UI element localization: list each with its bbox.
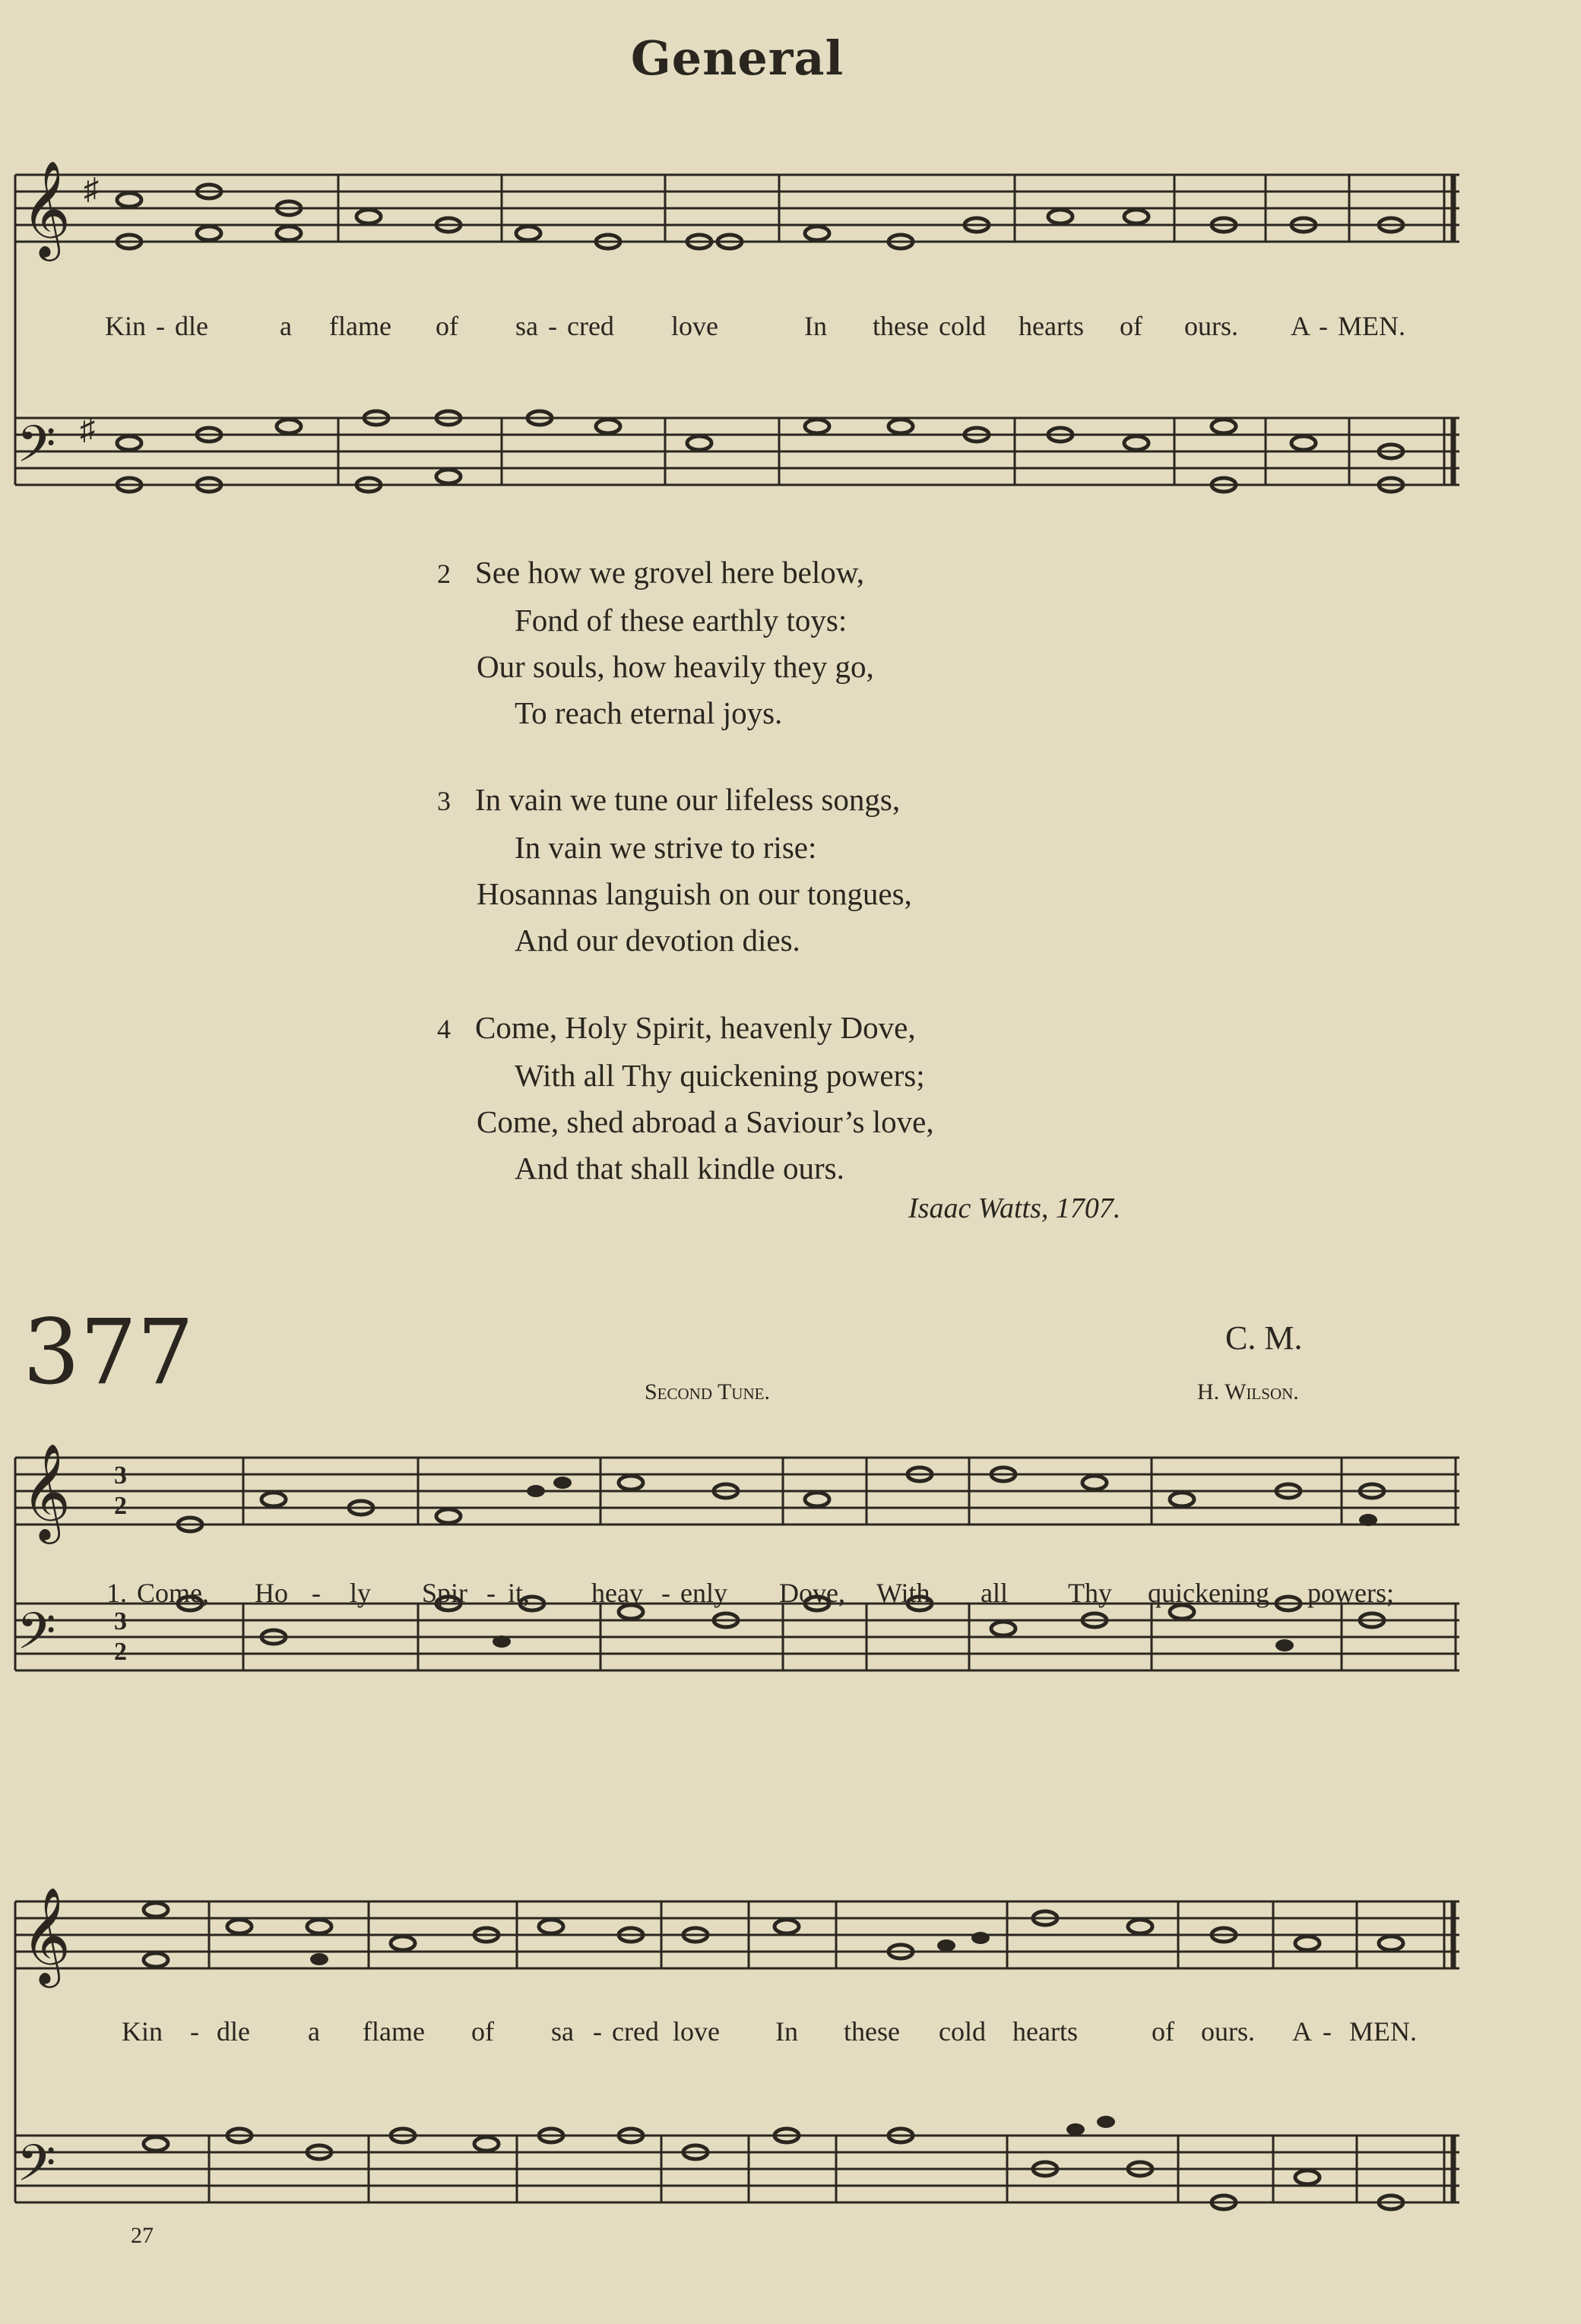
tune-label: Second Tune. — [645, 1379, 770, 1404]
verse-3: 3 In vain we tune our lifeless songs, In vain we strive to rise: Hosannas languish on our tongues, And our devotion dies. — [437, 782, 912, 958]
time-signature-numerator: 3 — [114, 1461, 127, 1490]
bass-clef-icon: 𝄢 — [17, 415, 56, 486]
verse-4: 4 Come, Holy Spirit, heavenly Dove, With all Thy quickening powers; Come, shed abroad a Saviour’s love, And that shall kindle ours. — [437, 1010, 934, 1186]
treble-clef-icon: 𝄞 — [21, 160, 71, 257]
time-signature-denominator: 2 — [114, 1492, 127, 1520]
bass-clef-icon: 𝄢 — [17, 2134, 56, 2205]
page-number: 27 — [131, 2223, 154, 2248]
upper-bass-staff — [15, 418, 1459, 485]
page-header-title: General — [630, 30, 844, 86]
key-signature-sharp-icon: ♯ — [84, 172, 99, 206]
verse-2: 2 See how we grovel here below, Fond of these earthly toys: Our souls, how heavily they go, To reach eternal joys. — [437, 555, 874, 730]
treble-clef-icon: 𝄞 — [21, 1442, 71, 1540]
system-2-notes — [144, 1903, 1403, 2209]
hymn-meter: C. M. — [1225, 1319, 1303, 1357]
hymn-number: 377 — [23, 1300, 195, 1404]
hymn-author: Isaac Watts, 1707. — [908, 1192, 1121, 1224]
upper-treble-staff — [15, 175, 1459, 242]
bass-clef-icon: 𝄢 — [17, 1602, 56, 1673]
hymn-system-1 — [0, 1429, 1581, 1824]
time-signature-denominator: 2 — [114, 1638, 127, 1666]
system-1-filled-notes — [493, 1477, 1377, 1651]
time-signature-numerator: 3 — [114, 1607, 127, 1635]
composer: H. Wilson. — [1197, 1379, 1299, 1404]
treble-clef-icon: 𝄞 — [21, 1886, 71, 1984]
hymn-system-2 — [0, 1870, 1581, 2234]
system-1-notes — [178, 1468, 1384, 1644]
key-signature-sharp-icon: ♯ — [80, 412, 95, 446]
